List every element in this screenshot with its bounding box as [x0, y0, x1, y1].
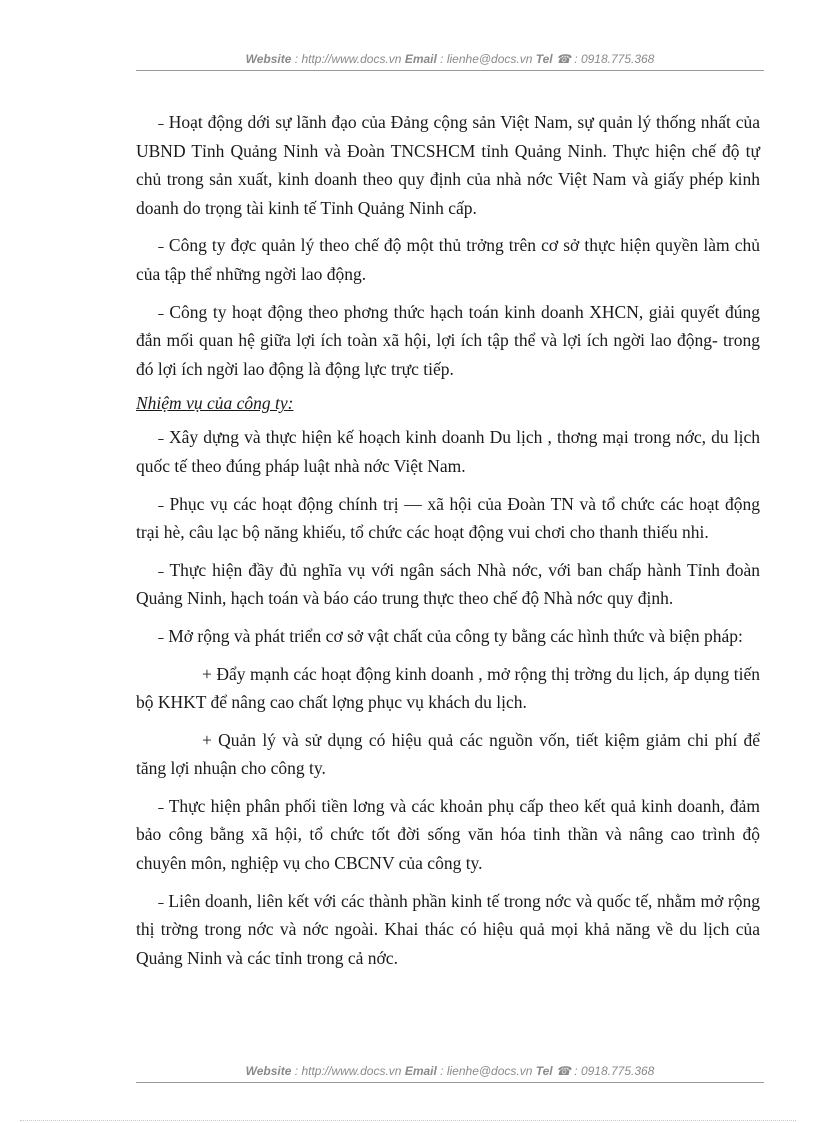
- paragraph-3: ˗ Công ty hoạt động theo phơng thức hạch toán kinh doanh XHCN, giải quyết đúng đắn mối quan hệ giữa lợi ích toàn xã hội, lợi ích tập thể và lợi ích ngời lao động- trong đó lợi ích ngời lao động là động lực trực tiếp.: [136, 301, 760, 379]
- paragraph-6: ˗ Thực hiện đầy đủ nghĩa vụ với ngân sách Nhà nớc, với ban chấp hành Tỉnh đoàn Quảng Ninh, hạch toán và báo cáo trung thực theo chế độ Nhà nớc quy định.: [136, 559, 760, 609]
- footer-divider: [136, 1082, 764, 1083]
- footer-tel-value: ☎ : 0918.775.368: [552, 1064, 655, 1078]
- header-divider: [136, 70, 764, 71]
- paragraph-9: + Quản lý và sử dụng có hiệu quả các nguồn vốn, tiết kiệm giảm chi phí để tăng lợi nhuận cho công ty.: [136, 729, 760, 779]
- paragraph-11: ˗ Liên doanh, liên kết với các thành phần kinh tế trong nớc và quốc tế, nhằm mở rộng thị trờng trong nớc và nớc ngoài. Khai thác có hiệu quả mọi khả năng về du lịch của Quảng Ninh và các tỉnh trong cả nớc.: [136, 890, 760, 968]
- page-bottom-dotted-edge: [20, 1120, 796, 1121]
- header-website-link[interactable]: : http://www.docs.vn: [291, 52, 405, 66]
- header-email-label: Email: [404, 52, 437, 66]
- paragraph-10: ˗ Thực hiện phân phối tiền lơng và các khoản phụ cấp theo kết quả kinh doanh, đảm bảo công bằng xã hội, tổ chức tốt đời sống văn hóa tinh thần và nâng cao trình độ chuyên môn, nghiệp vụ cho CBCNV của công ty.: [136, 795, 760, 874]
- paragraph-1: ˗ Hoạt động dới sự lãnh đạo của Đảng cộng sản Việt Nam, sự quản lý thống nhất của UBND Tỉnh Quảng Ninh và Đoàn TNCSHCM tỉnh Quảng Ninh. Thực hiện chế độ tự chủ trong sản xuất, kinh doanh theo quy định của nhà nớc Việt Nam và giấy phép kinh doanh do trọng tài kinh tế Tỉnh Quảng Ninh cấp.: [136, 112, 760, 218]
- footer-tel-label: Tel: [535, 1064, 553, 1078]
- section-title-tasks: Nhiệm vụ của công ty:: [136, 393, 294, 414]
- page-header: [136, 52, 764, 66]
- header-website-label: Website: [245, 52, 292, 66]
- paragraph-4: ˗ Xây dựng và thực hiện kế hoạch kinh doanh Du lịch , thơng mại trong nớc, du lịch quốc tế theo đúng pháp luật nhà nớc Việt Nam.: [136, 427, 760, 476]
- footer-website-link[interactable]: : http://www.docs.vn: [291, 1064, 405, 1078]
- document-body: [136, 108, 760, 981]
- header-email-link[interactable]: : lienhe@docs.vn: [436, 52, 536, 66]
- footer-email-link[interactable]: : lienhe@docs.vn: [436, 1064, 536, 1078]
- paragraph-7: ˗ Mở rộng và phát triển cơ sở vật chất của công ty bằng các hình thức và biện pháp:: [158, 625, 743, 646]
- footer-website-label: Website: [245, 1064, 292, 1078]
- header-tel-value: ☎ : 0918.775.368: [552, 52, 655, 66]
- paragraph-2: ˗ Công ty đợc quản lý theo chế độ một thủ trởng trên cơ sở thực hiện quyền làm chủ của tập thể những ngời lao động.: [136, 235, 760, 284]
- header-tel-label: Tel: [535, 52, 553, 66]
- paragraph-5: ˗ Phục vụ các hoạt động chính trị — xã hội của Đoàn TN và tổ chức các hoạt động trại hè, câu lạc bộ năng khiếu, tổ chức các hoạt động vui chơi cho thanh thiếu nhi.: [136, 493, 760, 543]
- paragraph-8: + Đẩy mạnh các hoạt động kinh doanh , mở rộng thị trờng du lịch, áp dụng tiến bộ KHKT để nâng cao chất lợng phục vụ khách du lịch.: [136, 663, 760, 713]
- page-footer: [136, 1064, 764, 1078]
- footer-email-label: Email: [404, 1064, 437, 1078]
